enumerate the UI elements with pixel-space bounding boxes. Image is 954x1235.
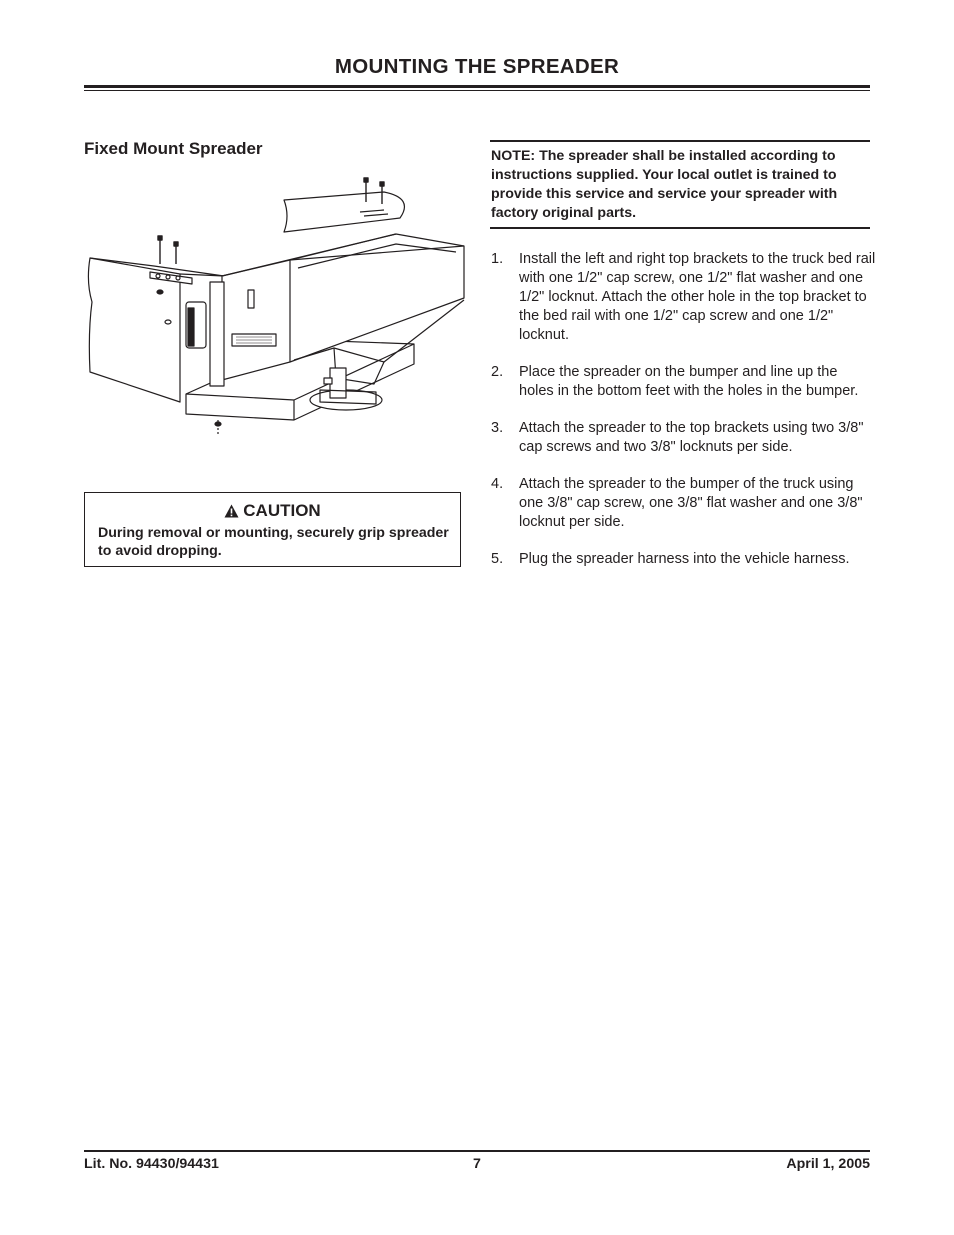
step-text: Attach the spreader to the bumper of the truck using one 3/8" cap screw, one 3/8" flat washer and one 3/8" locknut per side. xyxy=(519,476,863,530)
footer xyxy=(84,1156,870,1176)
step-number: 3. xyxy=(491,420,504,436)
step-number: 4. xyxy=(491,476,504,492)
page-number: 7 xyxy=(473,1156,481,1172)
caution-box xyxy=(84,492,461,567)
step-number: 1. xyxy=(491,251,504,267)
note-text: NOTE: The spreader shall be installed according to instructions supplied. Your local outlet is trained to provide this service and service your spreader with factory original parts. xyxy=(491,148,838,221)
caution-text: During removal or mounting, securely grip spreader to avoid dropping. xyxy=(98,525,449,559)
installation-steps xyxy=(491,250,876,587)
right-bed-rail xyxy=(284,192,404,232)
step-number: 2. xyxy=(491,364,504,380)
footer-rule xyxy=(84,1150,870,1152)
step-text: Place the spreader on the bumper and line up the holes in the bottom feet with the holes in the bumper. xyxy=(519,364,859,399)
title-rule-thick xyxy=(84,85,870,88)
step-item xyxy=(491,250,876,345)
note-rule-top xyxy=(490,140,870,142)
title-rule-thin xyxy=(84,90,870,91)
section-heading: Fixed Mount Spreader xyxy=(84,139,263,158)
step-text: Attach the spreader to the top brackets using two 3/8" cap screws and two 3/8" locknuts per side. xyxy=(519,420,864,455)
step-number: 5. xyxy=(491,551,504,567)
caution-header xyxy=(85,501,460,521)
step-item xyxy=(491,550,876,569)
note-rule-bottom xyxy=(490,227,870,229)
step-item xyxy=(491,363,876,401)
step-text: Plug the spreader harness into the vehicle harness. xyxy=(519,551,850,567)
left-bracket xyxy=(210,282,224,386)
warning-triangle-icon xyxy=(224,504,239,518)
step-text: Install the left and right top brackets to the truck bed rail with one 1/2" cap screw, one 1/2" flat washer and one 1/2" locknut. Attach the other hole in the top bracket to the bed rail with one 1/2" cap screw and one 1/2" locknut. xyxy=(519,251,876,343)
lit-number: Lit. No. 94430/94431 xyxy=(84,1156,219,1172)
step-item xyxy=(491,419,876,457)
step-item xyxy=(491,475,876,532)
page-title: MOUNTING THE SPREADER xyxy=(334,55,620,78)
caution-label: CAUTION xyxy=(243,501,321,520)
spreader-mounting-illustration xyxy=(84,172,470,444)
revision-date: April 1, 2005 xyxy=(786,1156,870,1172)
